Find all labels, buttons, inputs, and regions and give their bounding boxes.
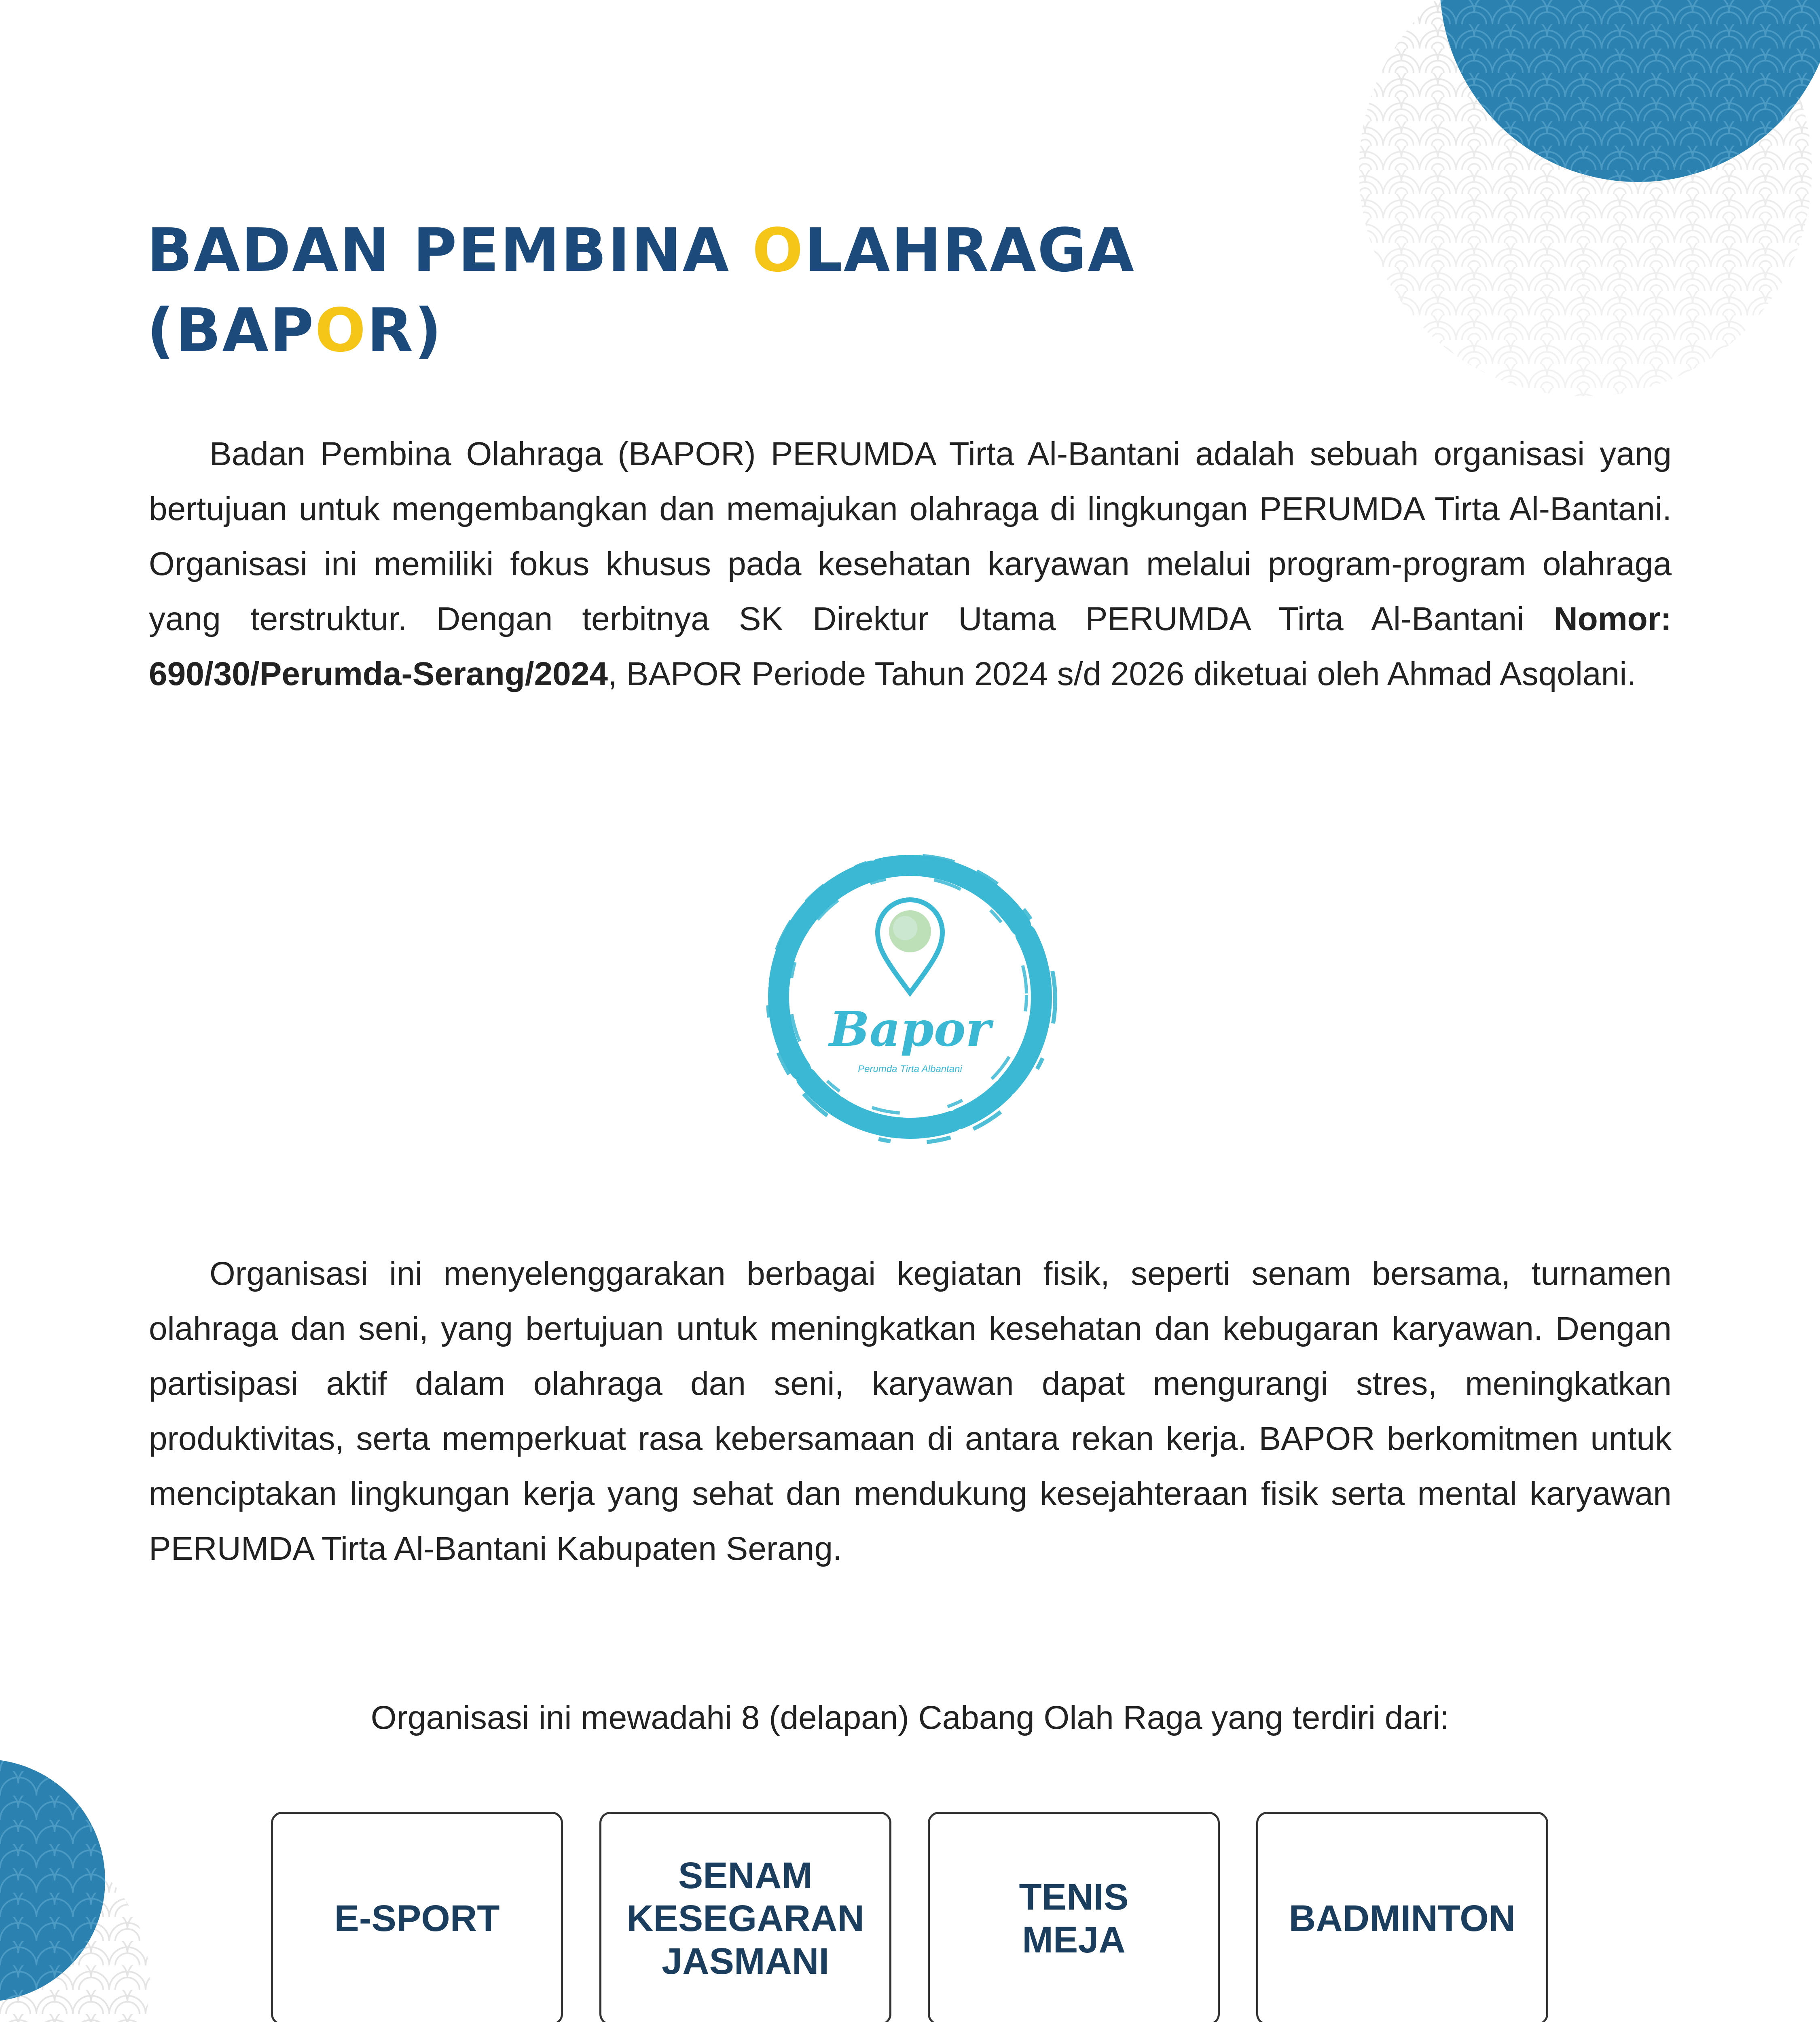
logo-wordmark: Bapor (829, 1001, 991, 1057)
title-highlight-letter: O (315, 296, 367, 365)
decorative-wave-circle-top (1165, 0, 1820, 425)
sport-box: SENAM KESEGARAN JASMANI (599, 1812, 891, 2022)
map-pin-icon (878, 900, 942, 993)
page-title (147, 210, 1198, 370)
page-title-line1: BADAN PEMBINA OLAHRAGA (147, 216, 1135, 285)
decree-number: Nomor: 690/30/Perumda-Serang/2024 (149, 601, 1672, 692)
decorative-wave-circle-left (0, 1698, 154, 2022)
bapor-logo (748, 839, 1072, 1163)
sport-box: BADMINTON (1256, 1812, 1548, 2022)
sport-box: E-SPORT (271, 1812, 563, 2022)
title-highlight-letter: O (752, 216, 804, 285)
intro-paragraph: Badan Pembina Olahraga (BAPOR) PERUMDA Tirta Al-Bantani adalah sebuah organisasi yang bertujuan untuk mengembangkan dan memajukan olahraga di lingkungan PERUMDA Tirta Al-Bantani. Organisasi ini memiliki fokus khusus pada kesehatan karyawan melalui program-program olahraga yang terstruktur. Dengan terbitnya SK Direktur Utama PERUMDA Tirta Al-Bantani Nomor: 690/30/Perumda-Serang/2024, BAPOR Periode Tahun 2024 s/d 2026 diketuai oleh Ahmad Asqolani. (149, 436, 1672, 692)
sport-box: TENIS MEJA (928, 1812, 1220, 2022)
activities-paragraph: Organisasi ini menyelenggarakan berbagai kegiatan fisik, seperti senam bersama, turnamen olahraga dan seni, yang bertujuan untuk meningkatkan kesehatan dan kebugaran karyawan. Dengan partisipasi aktif dalam olahraga dan seni, karyawan dapat mengurangi stres, meningkatkan produktivitas, serta memperkuat rasa kebersamaan di antara rekan kerja. BAPOR berkomitmen untuk menciptakan lingkungan kerja yang sehat dan mendukung kesejahteraan fisik serta mental karyawan PERUMDA Tirta Al-Bantani Kabupaten Serang. (149, 1255, 1672, 1567)
sports-intro: Organisasi ini mewadahi 8 (delapan) Cabang Olah Raga yang terdiri dari: (370, 1699, 1450, 1736)
logo-subtitle: Perumda Tirta Albantani (858, 1064, 962, 1074)
page-title-line2: (BAPOR) (147, 296, 443, 365)
